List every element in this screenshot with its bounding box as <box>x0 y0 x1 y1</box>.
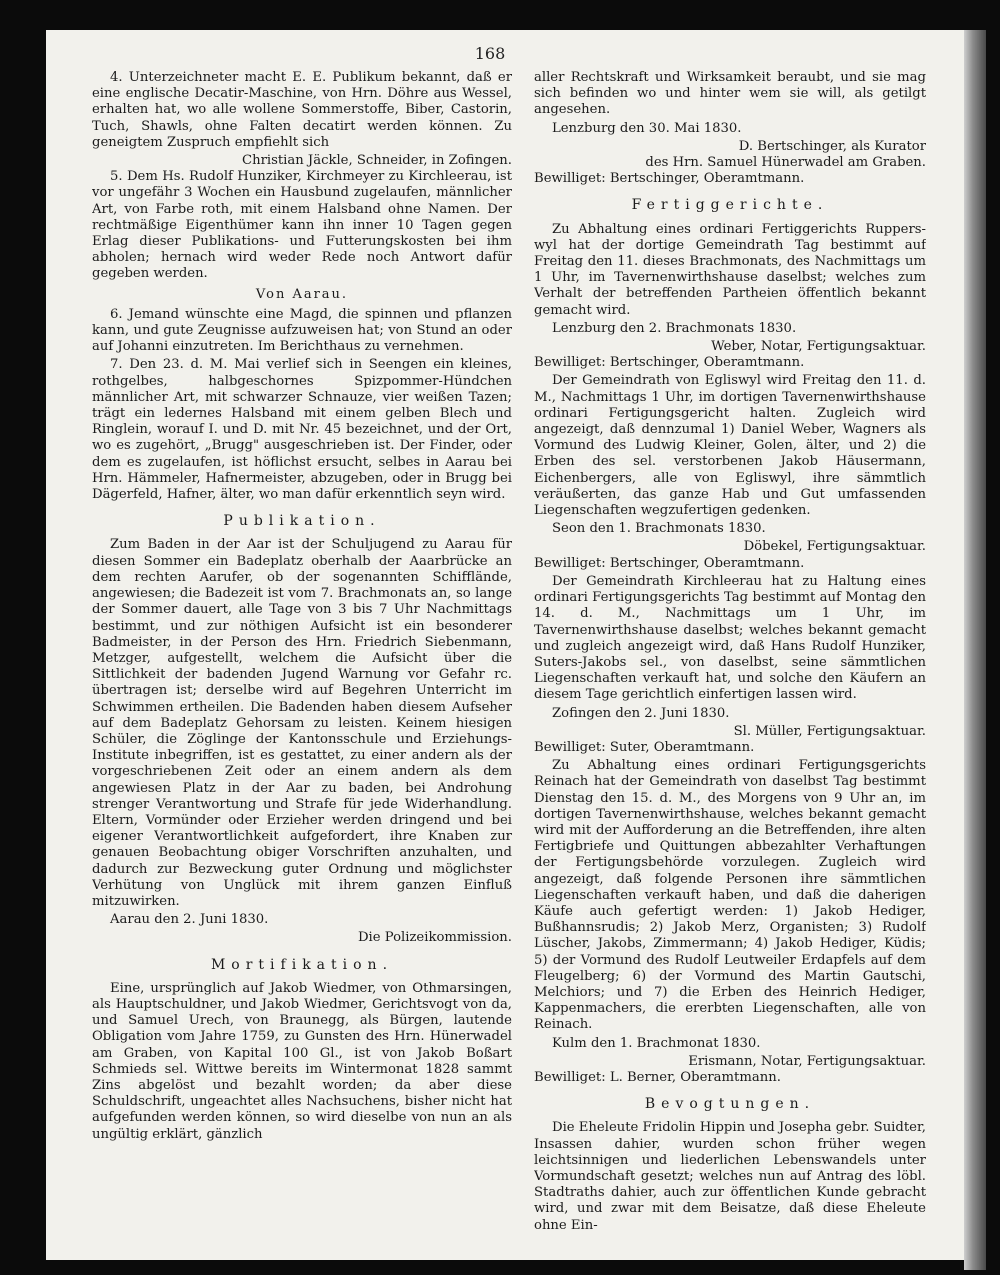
mortifikation-text: Eine, ursprünglich auf Jakob Wiedmer, von Othmarsingen, als Hauptschuldner, und Jakob Wiedmer, Gerichtsvogt von da, und Samuel Urech, von Braunegg, als Bürgen, lautende Obligation vom Jahre 1759, zu Gunsten des Hrn. Hünerwadel am Graben, von Kapital 100 Gl., ist von Jakob Boßart Schmieds sel. Wittwe bereits im Wintermonat 1828 sammt Zins abgelöst und bezahlt worden; da aber diese Schuldschrift, ungeachtet alles Nachsuchens, bisher nicht hat aufgefunden werden können, so wird dieselbe von nun an als ungültig erklärt, gänzlich <box>92 980 512 1142</box>
bevogtungen-text: Die Eheleute Fridolin Hippin und Josepha gebr. Suidter, Insassen dahier, wurden schon früher wegen leichtsinnigen und liederlichen Lebenswandels unter Vormundschaft gesetzt; welches nun auf Antrag des löbl. Stadtraths dahier, auch zur öffentlichen Kunde gebracht wird, und zwar mit dem Beisatze, daß diese Eheleute ohne Ein- <box>534 1120 926 1233</box>
mortifikation-continuation: aller Rechtskraft und Wirksamkeit beraubt, und sie mag sich befinden wo und hinter wem sie will, als getilgt angesehen. <box>534 70 926 118</box>
fertiggericht-4-signature: Erismann, Notar, Fertigungsaktuar. <box>688 1053 926 1069</box>
fertiggericht-3: Der Gemeindrath Kirchleerau hat zu Haltung eines ordinari Fertigungsgerichts Tag bestimmt auf Montag den 14. d. M., Nachmittags um 1 Uhr, im Tavernenwirthshause daselbst; welches bekannt gemacht und zugleich angezeigt wird, daß Hans Rudolf Hunziker, Suters-Jakobs sel., von daselbst, seine sämmtlichen Liegenschaften verkauft hat, und solche den Käufern an diesem Tage gerichtlich einfertigen lassen wird. <box>534 573 926 703</box>
fertiggericht-4: Zu Abhaltung eines ordinari Fertigungsgerichts Reinach hat der Gemeindrath von daselbst Tag bestimmt Dienstag den 15. d. M., des Morgens von 9 Uhr an, im dortigen Tavernenwirthshause, welches bekannt gemacht wird mit der Aufforderung an die Betreffenden, ihre alten Fertigbriefe und Quittungen abbezahlter Verhaftungen der Fertigungsbehörde vorzulegen. Zugleich wird angezeigt, daß folgende Personen ihre sämmtlichen Liegenschaften verkauft haben, und daß die daherigen Käufe auch gefertigt werden: 1) Jakob Hediger, Bußhannsrudis; 2) Jakob Merz, Organisten; 3) Rudolf Lüscher, Jakobs, Zimmermann; 4) Jakob Hediger, Küdis; 5) der Vormund des Rudolf Leutweiler Erdapfels auf dem Fleugelberg; 6) der Vormund des Martin Gautschi, Melchiors; und 7) die Erben des Heinrich Hediger, Kappenmachers, die ererbten Liegenschaften, alle von Reinach. <box>534 758 926 1033</box>
fertiggericht-2-signature: Döbekel, Fertigungsaktuar. <box>743 539 926 555</box>
publikation-signature: Die Polizeikommission. <box>357 930 512 946</box>
notice-item-4-signature: Christian Jäckle, Schneider, in Zofingen. <box>241 153 512 169</box>
fertiggericht-1-signature: Weber, Notar, Fertigungsaktuar. <box>711 339 926 355</box>
fertiggericht-1-approval: Bewilliget: Bertschinger, Oberamtmann. <box>534 355 805 371</box>
fertiggericht-3-approval: Bewilliget: Suter, Oberamtmann. <box>534 739 755 755</box>
page-number: 168 <box>474 44 506 63</box>
heading-von-aarau: Von Aarau. <box>255 286 349 302</box>
fertiggericht-2-approval: Bewilliget: Bertschinger, Oberamtmann. <box>534 555 805 571</box>
mortifikation-date: Lenzburg den 30. Mai 1830. <box>552 120 742 136</box>
mortifikation-approval: Bewilliget: Bertschinger, Oberamtmann. <box>534 171 805 187</box>
page-gutter-shadow <box>964 30 986 1270</box>
heading-publikation: Publikation. <box>223 513 381 530</box>
left-column <box>92 70 512 1250</box>
publikation-date: Aarau den 2. Juni 1830. <box>110 912 269 928</box>
fertiggericht-4-approval: Bewilliget: L. Berner, Oberamtmann. <box>534 1069 781 1085</box>
notice-item-5: 5. Dem Hs. Rudolf Hunziker, Kirchmeyer zu Kirchleerau, ist vor ungefähr 3 Wochen ein Hausbund zugelaufen, männlicher Art, von Farbe roth, mit einem Halsband ohne Namen. Der rechtmäßige Eigenthümer kann ihn inner 10 Tagen gegen Erlag dieser Publikations- und Futterungskosten bei ihm abholen; hernach wird weder Rede noch Antwort dafür gegeben werden. <box>92 169 512 282</box>
notice-item-7: 7. Den 23. d. M. Mai verlief sich in Seengen ein kleines, rothgelbes, halbgeschornes Spizpommer-Hündchen männlicher Art, mit schwarzer Schnauze, vier weißen Tazen; trägt ein ledernes Halsband mit einem gelben Blech und Ringlein, worauf I. und D. mit Nr. 45 bezeichnet, und der Ort, wo es zugehört, „Brugg" ausgeschrieben ist. Der Finder, oder dem es zugelaufen, ist höflichst ersucht, selbes in Aarau bei Hrn. Hämmeler, Hafnermeister, abzugeben, oder in Brugg bei Dägerfeld, Hafner, älter, wo man dafür erkenntlich seyn wird. <box>92 357 512 503</box>
right-column <box>534 70 926 1250</box>
fertiggericht-2-date: Seon den 1. Brachmonats 1830. <box>552 521 766 537</box>
heading-bevogtungen: Bevogtungen. <box>644 1096 816 1113</box>
heading-mortifikation: Mortifikation. <box>210 956 394 973</box>
notice-item-4: 4. Unterzeichneter macht E. E. Publikum bekannt, daß er eine englische Decatir-Maschine, von Hrn. Döhre aus Wessel, erhalten hat, wo alle wollene Sommerstoffe, Biber, Castorin, Tuch, Shawls, ohne Falten decatirt werden können. Zu geneigtem Zuspruch empfiehlt sich <box>92 70 512 150</box>
fertiggericht-2: Der Gemeindrath von Egliswyl wird Freitag den 11. d. M., Nachmittags 1 Uhr, im dortigen Tavernenwirthshause ordinari Fertigungsgericht halten. Zugleich wird angezeigt, daß dennzumal 1) Daniel Weber, Wagners als Vormund des Ludwig Kleiner, Golen, älter, und 2) die Erben des sel. verstorbenen Jakob Häusermann, Eichenbergers, alle von Egliswyl, ihre sämmtlich veräußerten, das ganze Hab und Gut umfassenden Liegenschaften wegzufertigen gedenken. <box>534 373 926 519</box>
fertiggericht-3-signature: Sl. Müller, Fertigungsaktuar. <box>733 723 926 739</box>
mortifikation-signature-1: D. Bertschinger, als Kurator <box>738 138 926 154</box>
fertiggericht-1-date: Lenzburg den 2. Brachmonats 1830. <box>552 320 797 336</box>
fertiggericht-3-date: Zofingen den 2. Juni 1830. <box>552 705 730 721</box>
publikation-text: Zum Baden in der Aar ist der Schuljugend zu Aarau für diesen Sommer ein Badeplatz oberhalb der Aaarbrücke an dem rechten Aarufer, ob der sogenannten Schifflände, angewiesen; die Badezeit ist vom 7. Brachmonats an, so lange der Sommer dauert, alle Tage von 3 bis 7 Uhr Nachmittags bestimmt, und zur nöthigen Aufsicht ist ein besonderer Badmeister, in der Person des Hrn. Friedrich Siebenmann, Metzger, aufgestellt, welchem die Aufsicht über die Sittlichkeit der badenden Jugend Warnung vor Gefahr rc. übertragen ist; derselbe wird auf Begehren Unterricht im Schwimmen ertheilen. Die Badenden haben diesem Aufseher auf dem Badeplatz Gehorsam zu leisten. Keinem hiesigen Schüler, die Zöglinge der Kantonsschule und Erziehungs-Institute inbegriffen, ist es gestattet, zu einer andern als der vorgeschriebenen Zeit oder an einem andern als dem angewiesen Platz in der Aar zu baden, bei Androhung strenger Verantwortung und Strafe für jede Widerhandlung. Eltern, Vormünder oder Erzieher werden dringend und bei eigener Verantwortlichkeit aufgefordert, ihre Knaben zur genauen Beobachtung obiger Vorschriften anzuhalten, und dadurch zur Bezweckung guter Ordnung und möglichster Verhütung von Unglück mit ihrem ganzen Einfluß mitzuwirken. <box>92 537 512 909</box>
fertiggericht-4-date: Kulm den 1. Brachmonat 1830. <box>552 1035 761 1051</box>
heading-fertiggerichte: Fertiggerichte. <box>631 197 829 214</box>
fertiggericht-1: Zu Abhaltung eines ordinari Fertiggerichts Ruppers-wyl hat der dortige Gemeindrath Tag bestimmt auf Freitag den 11. dieses Brachmonats, des Nachmittags um 1 Uhr, im Tavernenwirthshause daselbst; welches zum Verhalt der betreffenden Partheien öffentlich bekannt gemacht wird. <box>534 221 926 318</box>
mortifikation-signature-2: des Hrn. Samuel Hünerwadel am Graben. <box>645 155 926 171</box>
notice-item-6: 6. Jemand wünschte eine Magd, die spinnen und pflanzen kann, und gute Zeugnisse aufzuweisen hat; von Stund an oder auf Johanni einzutreten. Im Berichthaus zu vernehmen. <box>92 306 512 355</box>
